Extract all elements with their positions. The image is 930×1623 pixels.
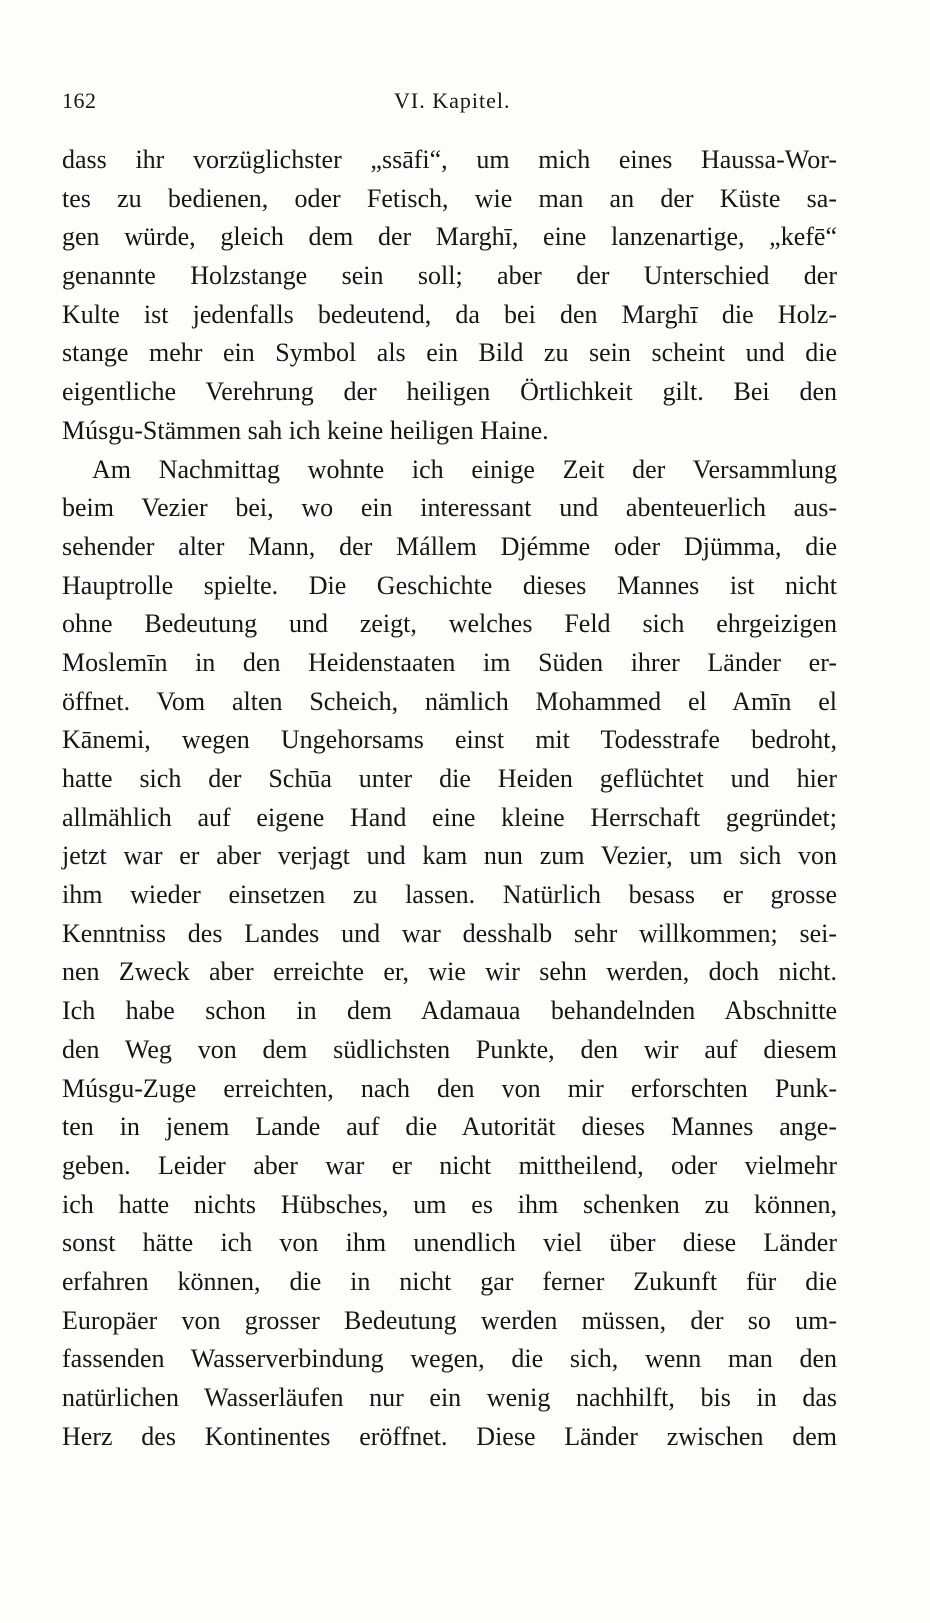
text-line: ten in jenem Lande auf die Autorität dieses Mannes ange- bbox=[62, 1112, 837, 1142]
text-line: natürlichen Wasserläufen nur ein wenig nachhilft, bis in das bbox=[62, 1383, 837, 1412]
text-line: stange mehr ein Symbol als ein Bild zu sein scheint und die bbox=[62, 338, 837, 368]
body-text bbox=[62, 141, 837, 1456]
text-line: Ich habe schon in dem Adamaua behandelnden Abschnitte bbox=[62, 996, 837, 1026]
text-line: nen Zweck aber erreichte er, wie wir sehn werden, doch nicht. bbox=[62, 957, 837, 987]
text-line: Am Nachmittag wohnte ich einige Zeit der Versammlung bbox=[92, 454, 837, 484]
text-line: genannte Holzstange sein soll; aber der Unterschied der bbox=[62, 261, 837, 291]
text-line: ich hatte nichts Hübsches, um es ihm schenken zu können, bbox=[62, 1189, 837, 1219]
text-line: Kānemi, wegen Ungehorsams einst mit Todesstrafe bedroht, bbox=[62, 725, 837, 755]
text-line: Herz des Kontinentes eröffnet. Diese Länder zwischen dem bbox=[62, 1421, 837, 1451]
text-line: hatte sich der Schūa unter die Heiden geflüchtet und hier bbox=[62, 764, 837, 793]
text-line: sehender alter Mann, der Mállem Djémme oder Djümma, die bbox=[62, 531, 837, 561]
page-number: 162 bbox=[62, 88, 97, 113]
text-line: Músgu-Stämmen sah ich keine heiligen Haine. bbox=[62, 415, 549, 445]
text-line: geben. Leider aber war er nicht mittheilend, oder vielmehr bbox=[62, 1150, 837, 1180]
paragraph bbox=[62, 141, 837, 451]
text-line: erfahren können, die in nicht gar ferner Zukunft für die bbox=[62, 1266, 837, 1296]
text-line: Kenntniss des Landes und war desshalb sehr willkommen; sei- bbox=[62, 918, 837, 948]
text-line: Hauptrolle spielte. Die Geschichte dieses Mannes ist nicht bbox=[62, 570, 837, 600]
text-line: beim Vezier bei, wo ein interessant und abenteuerlich aus- bbox=[62, 493, 837, 523]
chapter-title: VI. Kapitel. bbox=[394, 88, 511, 113]
text-line: tes zu bedienen, oder Fetisch, wie man an der Küste sa- bbox=[62, 183, 837, 213]
text-line: Europäer von grosser Bedeutung werden müssen, der so um- bbox=[62, 1305, 837, 1335]
running-head bbox=[62, 86, 852, 116]
text-line: Moslemīn in den Heidenstaaten im Süden ihrer Länder er- bbox=[62, 647, 837, 677]
text-line: Kulte ist jedenfalls bedeutend, da bei den Marghī die Holz- bbox=[62, 299, 837, 329]
text-line: ohne Bedeutung und zeigt, welches Feld sich ehrgeizigen bbox=[62, 609, 837, 639]
text-line: ihm wieder einsetzen zu lassen. Natürlich besass er grosse bbox=[62, 880, 837, 910]
text-line: den Weg von dem südlichsten Punkte, den wir auf diesem bbox=[62, 1034, 837, 1064]
text-line: sonst hätte ich von ihm unendlich viel über diese Länder bbox=[62, 1228, 837, 1258]
text-line: fassenden Wasserverbindung wegen, die sich, wenn man den bbox=[62, 1344, 837, 1374]
text-line: jetzt war er aber verjagt und kam nun zum Vezier, um sich von bbox=[62, 841, 837, 871]
text-line: öffnet. Vom alten Scheich, nämlich Mohammed el Amīn el bbox=[62, 686, 837, 716]
text-line: eigentliche Verehrung der heiligen Örtlichkeit gilt. Bei den bbox=[62, 377, 837, 407]
text-line: dass ihr vorzüglichster „ssāfi“, um mich eines Haussa-Wor- bbox=[62, 145, 837, 174]
paragraph bbox=[62, 451, 837, 1457]
text-line: allmählich auf eigene Hand eine kleine Herrschaft gegründet; bbox=[62, 802, 837, 832]
text-line: gen würde, gleich dem der Marghī, eine lanzenartige, „kefē“ bbox=[62, 222, 837, 252]
text-line: Músgu-Zuge erreichten, nach den von mir erforschten Punk- bbox=[62, 1073, 837, 1103]
